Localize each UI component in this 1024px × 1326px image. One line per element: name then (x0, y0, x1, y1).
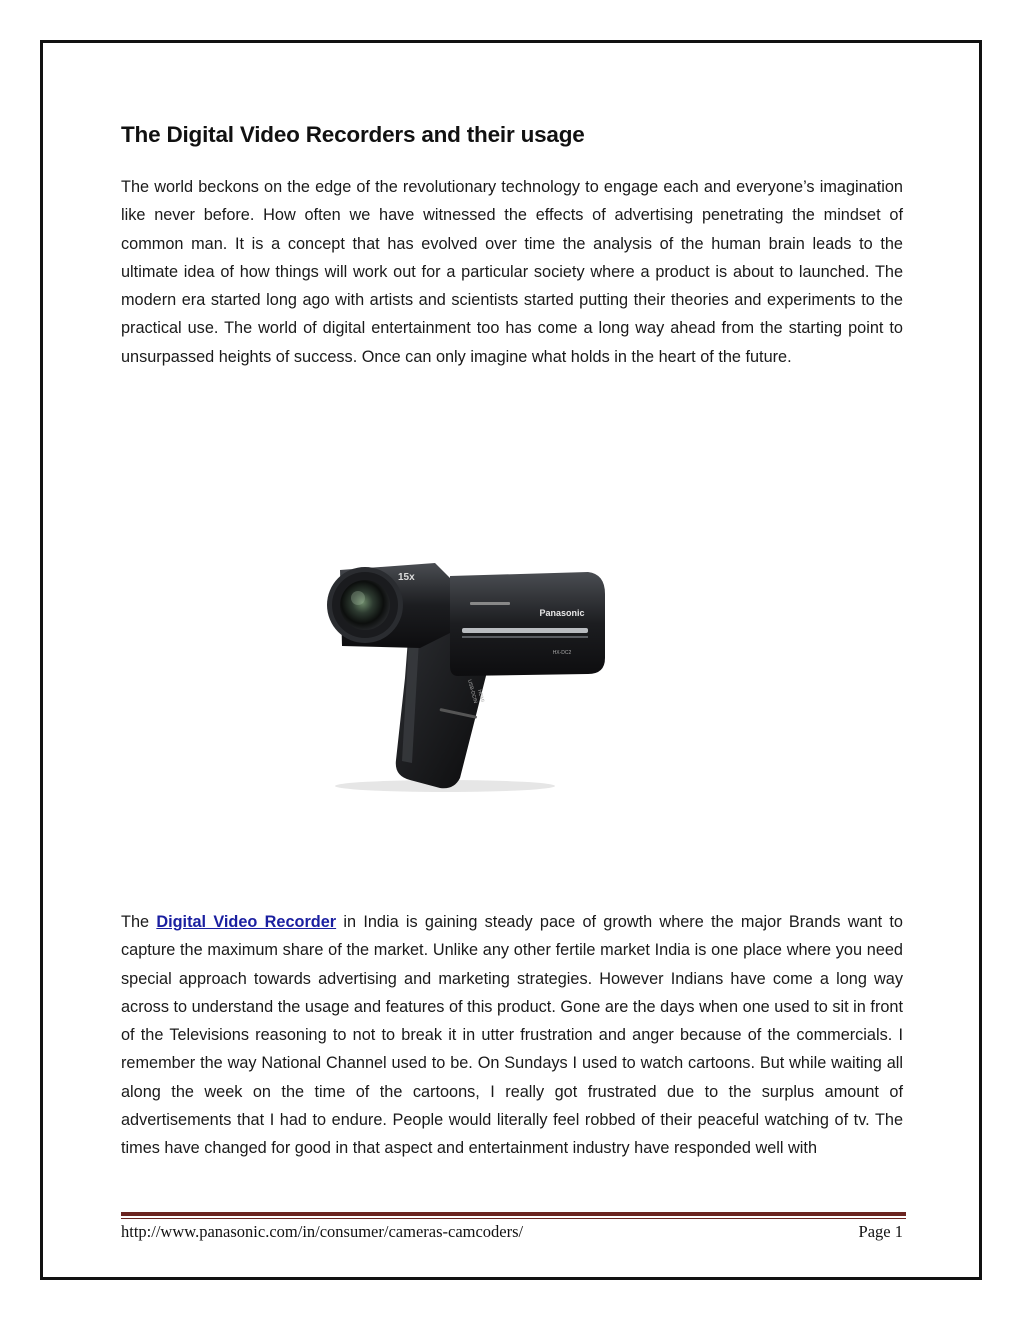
paragraph-dvr-rest: in India is gaining steady pace of growth where the major Brands want to capture the maximum share of the market. Unlike any other fertile market India is one place where you need special approach towards advertising and marketing strategies. However Indians have come a long way across to understand the usage and features of this product. Gone are the days when one used to sit in front of the Televisions reasoning to not to break it in utter frustration and anger because of the commercials. I remember the way National Channel used to be. On Sundays I used to watch cartoons. But while waiting all along the week on the time of the cartoons, I really got frustrated due to the surplus amount of advertisements that I had to endure. People would literally feel robbed of their peaceful watching of tv. The times have changed for good in that aspect and entertainment industry have responded well with (121, 913, 903, 1158)
brand-label: Panasonic (539, 608, 585, 618)
digital-video-recorder-link[interactable]: Digital Video Recorder (156, 913, 337, 931)
paragraph-intro: The world beckons on the edge of the revolutionary technology to engage each and everyone’s imagination like never before. How often we have witnessed the effects of advertising penetrating the mindset of common man. It is a concept that has evolved over time the analysis of the human brain leads to the ultimate idea of how things will work out for a particular society where a product is about to launched. The modern era started long ago with artists and scientists started putting their theories and experiments to the practical use. The world of digital entertainment too has come a long way ahead from the starting point to unsurpassed heights of success. Once can only imagine what holds in the heart of the future. (121, 178, 903, 366)
usb-label: USB-DCIN (466, 678, 479, 704)
model-label: HX-DC2 (552, 650, 572, 656)
page-number: Page 1 (858, 1222, 903, 1241)
paragraph-dvr (121, 908, 903, 1163)
footer-rule (121, 1212, 906, 1216)
document-title: The Digital Video Recorders and their usage (121, 122, 585, 147)
footer-rule-thin (121, 1218, 906, 1219)
footer-url: http://www.panasonic.com/in/consumer/cameras-camcoders/ (121, 1222, 524, 1241)
paragraph-dvr-start: The (121, 913, 157, 931)
zoom-label: 15x (398, 572, 415, 583)
hdmi-label: HDMI (476, 688, 486, 703)
camcorder-image (270, 558, 660, 793)
